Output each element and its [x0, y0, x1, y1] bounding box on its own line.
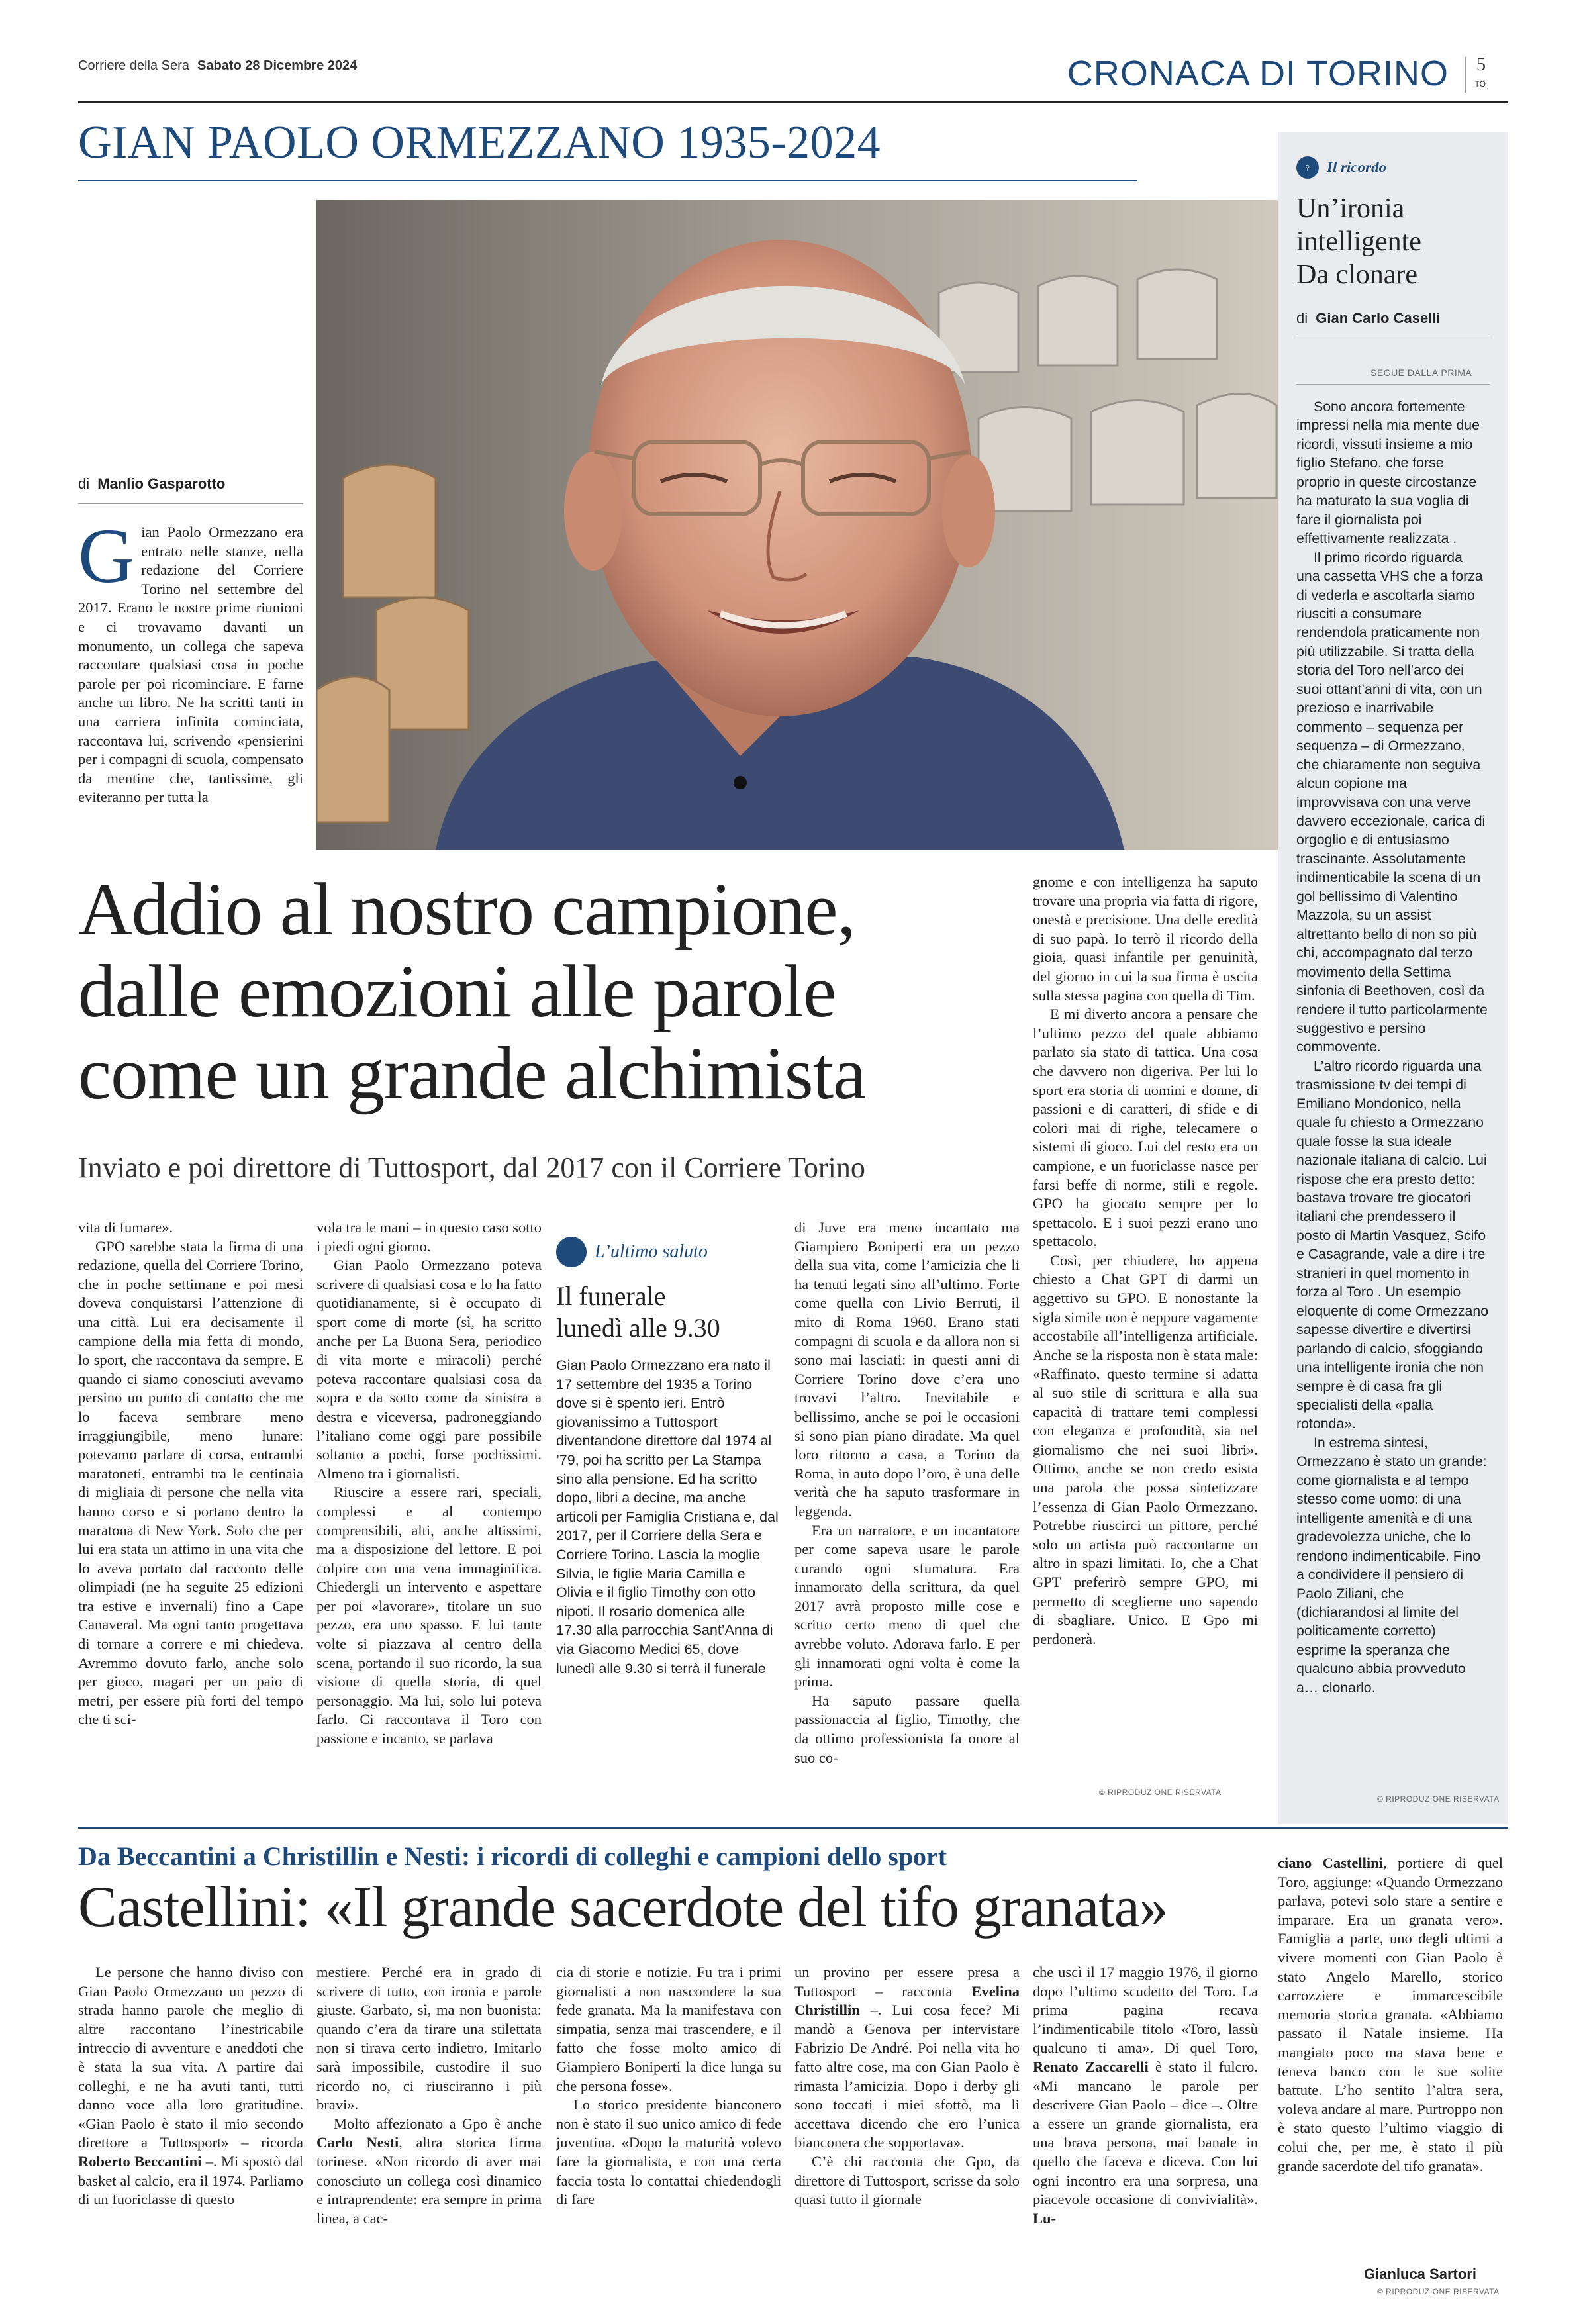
sidebar-segue: SEGUE DALLA PRIMA — [1370, 367, 1472, 378]
dropcap: G — [78, 523, 135, 599]
funeral-box — [556, 1237, 781, 1803]
headline-line-1: Addio al nostro campione, — [78, 868, 855, 951]
second-col-2: mestiere. Perché era in grado di scrivere di tutto, con ironia e parole giuste. Garbato, sì, ma non buonista: quando c’era da tirare una stilettata non si tirava certo indietro. Imitarlo sarà impossibile, custodire il suo ricordo no, ci riusciranno i più bravi». Molto affezionato a Gpo è anche Carlo Nesti, altra storica firma torinese. «Non ricordo di aver mai conosciuto un collega così dinamico e intraprendente: era sempre in prima linea, a cac- — [316, 1964, 542, 2227]
main-col-4 — [1033, 873, 1258, 1783]
funeral-label: L’ultimo saluto — [556, 1237, 781, 1267]
main-col-1 — [78, 1218, 303, 1804]
second-col-4: un provino per essere presa a Tuttosport – racconta Evelina Christillin –. Lui cosa fece? Mi mandò a Genova per intervistare Fabrizio De André. Poi nella vita ho fatto altre cose, ma con Gian Paolo è rimasta l’amicizia. Dopo i derby gli sono toccati i miei sfottò, ma li accettava dicendo che ero l’unica bianconera che sopportava». C’è chi racconta che Gpo, da direttore di Tuttosport, scrisse da solo quasi tutto il giornale — [794, 1964, 1020, 2208]
second-author: Gianluca Sartori — [1364, 2266, 1476, 2282]
main-col-2 — [316, 1218, 542, 1804]
sidebar-copyright: © RIPRODUZIONE RISERVATA — [1377, 1794, 1500, 1804]
name-beccantini: Roberto Beccantini — [78, 2153, 202, 2170]
second-top-rule — [78, 1827, 1508, 1829]
name-nesti: Carlo Nesti — [316, 2134, 399, 2151]
sidebar-text — [1296, 397, 1490, 1697]
sidebar-p4: In estrema sintesi, Ormezzano è stato un grande: come giornalista e al tempo stesso come uomo: di una intelligente amenità e di una gradevolezza uniche, che lo rendono indimenticabile. Fino a condividere il pensiero di Paolo Ziliani, che (dichiarandosi al limite del politicamente corretto) esprime la speranza che qualcuno abbia provveduto a… clonarlo. — [1296, 1434, 1487, 1696]
section-title: CRONACA DI TORINO — [1067, 54, 1449, 93]
col2-p1: vola tra le mani – in questo caso sotto i piedi ogni giorno. — [316, 1219, 542, 1255]
issue-date: Sabato 28 Dicembre 2024 — [197, 58, 358, 73]
page-number: 5 — [1476, 54, 1486, 75]
byline-author: Manlio Gasparotto — [97, 475, 226, 492]
sidebar-ricordo — [1278, 132, 1508, 1824]
main-headline — [78, 869, 1032, 1115]
second-kicker: Da Beccantini a Christillin e Nesti: i ricordi di colleghi e campioni dello sport — [78, 1841, 947, 1871]
byline-prefix: di — [78, 475, 90, 492]
name-zaccarelli: Renato Zaccarelli — [1033, 2058, 1149, 2075]
name-castellini: ciano Castellini — [1278, 1855, 1383, 1871]
kicker: GIAN PAOLO ORMEZZANO 1935-2024 — [78, 117, 881, 168]
col2-p3: Riuscire a essere rari, speciali, complessi e al contempo comprensibili, alti, anche altissimi, ma a disposizione del lettore. E poi colpire con una vena immaginifica. Chiedergli un intervento e aspettare per poi «lavorare», titolare un suo pezzo, era uno spasso. E lui tante volte si piazzava al centro della scena, portando il suo ricordo, la sua visione di quella storia, di quel personaggio. Ma lui, solo lui poteva farlo. Ci raccontava il Toro con passione e incanto, se parlava — [316, 1484, 542, 1747]
main-copyright: © RIPRODUZIONE RISERVATA — [1099, 1788, 1222, 1797]
sidebar-label: ♀ Il ricordo — [1296, 156, 1386, 179]
name-christillin: Evelina Christillin — [794, 1982, 1020, 2019]
second-headline: Castellini: «Il grande sacerdote del tifo granata» — [78, 1875, 1168, 1939]
subheadline: Inviato e poi direttore di Tuttosport, dal 2017 con il Corriere Torino — [78, 1151, 865, 1184]
sidebar-segue-rule — [1296, 384, 1490, 385]
col4-p3: Così, per chiudere, ho appena chiesto a Chat GPT di darmi un aggettivo su GPO. E nonostante la sigla simile non è neppure vagamente accostabile all’intelligenza artificiale. Anche se la risposta non è stata male: «Raffinato, questo termine si adatta al suo stile di scrittura e alla sua capacità di trattare temi complessi con eleganza e profondità, sia nel giornalismo che nei suoi libri». Ottimo, anche se non credo esista una parola che possa sintetizzare l’essenza di Gian Paolo Ormezzano. Potrebbe riuscirci un pittore, perché solo un artista può raccontarne un altro in spazi limitati. Io, che a Chat GPT preferirò sempre GPO, mi permetto di sceglierne uno sapendo di sbagliare. Unico. E Gpo mi perdonerà. — [1033, 1251, 1258, 1647]
main-byline — [78, 475, 225, 493]
sidebar-title: Un’ironia intelligente Da clonare — [1296, 193, 1421, 290]
col4-p2: E mi diverto ancora a pensare che l’ultimo pezzo del quale abbiamo parlato sia stato di tattica. Una cosa che davvero non digeriva. Per lui lo sport era storia di uomini e donne, di passioni e di caratteri, di sfide e di colori mai di righe, telecamere o sistemi di gioco. Lui del resto era un campione, e un fuoriclasse nasce per farsi beffe di norme, stili e regole. GPO ha giocato sempre per lo spettacolo. E i suoi pezzi erano uno spettacolo. — [1033, 1006, 1258, 1250]
second-col-1: Le persone che hanno diviso con Gian Paolo Ormezzano un pezzo di strada hanno parole che meglio di altre raccontano l’inestricabile intreccio di avventure e aneddoti che è stata la sua vita. A partire dai colleghi, e ne ha avuti tanti, tutti danno voce alla loro gratitudine. «Gian Paolo è stato il mio secondo direttore a Tuttosport» – ricorda Roberto Beccantini –. Mi spostò dal basket al calcio, era il 1974. Parliamo di un fuoriclasse di questo — [78, 1964, 303, 2208]
second-col-5: che uscì il 17 maggio 1976, il giorno dopo l’ultimo scudetto del Toro. La prima pagina recava l’indimenticabile titolo «Toro, lassù qualcuno ti ama». Di quel Toro, Renato Zaccarelli è stato il fulcro. «Mi mancano le parole per descrivere Gian Paolo – dice –. Oltre a essere un grande giornalista, era una brava persona, mai banale in quello che faceva e diceva. Con lui ogni incontro era una sorpresa, una piacevole occasione di convivialità». Lu- — [1033, 1964, 1258, 2227]
sidebar-byline: di Gian Carlo Caselli — [1296, 310, 1441, 326]
second-col-3: cia di storie e notizie. Fu tra i primi giornalisti a non nascondere la sua fede granata. Ma la manifestava con simpatia, senza mai trascendere, e il fatto che fosse molto amico di Giampiero Boniperti la dice lunga su che persona fosse». Lo storico presidente bianconero non è stato il suo unico amico di fede juventina. «Dopo la maturità volevo fare la giornalista, e con una certa faccia tosta lo contattai chiedendogli di fare — [556, 1964, 781, 2208]
masthead — [78, 53, 1508, 99]
col3-p2: Era un narratore, e un incantatore per come sapeva usare le parole curando ogni sfumatura. Era innamorato della scrittura, da quel 2017 avrà proposto mille cose e scritto certo meno di quel che avrebbe voluto. Adorava farlo. E per gli innamorati ogni volta è come la prima. — [794, 1522, 1020, 1690]
lead-text: ian Paolo Ormezzano era entrato nelle stanze, nella redazione del Corriere Torino nel settembre del 2017. Erano le nostre prime riunioni e ci trovavamo davanti un monumento, un collega che sapeva raccontare qualsiasi cosa in poche parole per poi ricominciare. E farne anche un libro. Ne ha scritti tanti in una carriera infinita cominciata, raccontava lui, scrivendo «pensierini per i compagni di scuola, compensato da mentine che, tantissime, gli eviteranno per tutta la — [78, 524, 303, 806]
col4-p1: gnome e con intelligenza ha saputo trovare una propria via fatta di rigore, onestà e precisione. Una delle eredità di suo papà. Io terrò il ricordo della gioia, quasi infantile per genuinità, del giorno in cui la sua firma è uscita sulla stessa pagina con quella di Tim. — [1033, 873, 1258, 1004]
lead-text-column — [78, 523, 303, 857]
circle-icon — [556, 1237, 587, 1267]
badge-icon: ♀ — [1296, 156, 1319, 179]
page-code: TO — [1474, 79, 1486, 89]
col3-p3: Ha saputo passare quella passionaccia al figlio, Timothy, che da ottimo professionista fa onore al suo co- — [794, 1692, 1020, 1766]
second-col-6: ciano Castellini, portiere di quel Toro, aggiunge: «Quando Ormezzano parlava, potevi solo stare a sentire e imparare. Era un granata vero». Famiglia a parte, uno degli ultimi a vivere momenti con Gian Paolo è stato Angelo Marello, storico carrozziere e immarcescibile memoria storica granata. «Abbiamo passato il Natale insieme. Ha mangiato poco ma stava bene e teneva banco con le sue solite battute. L’ho sentito l’altra sera, voleva andare al mare. Purtroppo non è stato questo l’ultimo viaggio di colui che, per me, è stato il più grande sacerdote del tifo granata». — [1278, 1855, 1503, 2174]
portrait-photo — [316, 200, 1280, 850]
masthead-divider — [1465, 57, 1466, 93]
col2-p2: Gian Paolo Ormezzano poteva scrivere di qualsiasi cosa e lo ha fatto quotidianamente, si è occupato di sport come di morte (sì, ha scritto anche per La Buona Sera, periodico di vita morte e miracoli) perché poteva raccontare qualsiasi cosa da sopra e da sotto come da sinistra a destra e viceversa, padroneggiando l’italiano come oggi pare possibile soltanto a pochi, forse pochissimi. Almeno tra i giornalisti. — [316, 1257, 542, 1482]
sidebar-p2: Il primo ricordo riguarda una cassetta VHS che a forza di vederla e ascoltarla siamo riusciti a consumare rendendola praticamente non più utilizzabile. Si tratta della storia del Toro nell’arco dei suoi ottant’anni di vita, con un prezioso e inarrivabile commento – sequenza per sequenza – di Ormezzano, che chiaramente non seguiva alcun copione ma improvvisava con una verve davvero eccezionale, carica di orgoglio e di entusiasmo trascinante. Assolutamente indimenticabile la scena di un gol bellissimo di Valentino Mazzola, su un assist altrettanto bello di non so più chi, accompagnato dal terzo movimento della Settima sinfonia di Beethoven, così da rendere il tutto particolarmente suggestivo e persino commovente. — [1296, 549, 1488, 1055]
funeral-text: Gian Paolo Ormezzano era nato il 17 settembre del 1935 a Torino dove si è spento ieri. Entrò giovanissimo a Tuttosport diventandone direttore dal 1974 al ’79, poi ha scritto per La Stampa sino alla pensione. Ed ha scritto dopo, libri a decine, ma anche articoli per Famiglia Cristiana e, dal 2017, per il Corriere della Sera e Corriere Torino. Lascia la moglie Silvia, le figlie Maria Camilla e Olivia e il figlio Timothy con otto nipoti. Il rosario domenica alle 17.30 alla parrocchia Sant’Anna di via Giacomo Medici 65, dove lunedì alle 9.30 si terrà il funerale — [556, 1357, 779, 1676]
sidebar-p1: Sono ancora fortemente impressi nella mia mente due ricordi, vissuti insieme a mio figlio Stefano, che forse proprio in queste circostanze ha maturato la sua voglia di fare il giornalista poi effettivamente realizzata . — [1296, 399, 1480, 547]
byline-rule — [78, 503, 303, 504]
sidebar-p3: L’altro ricordo riguarda una trasmissione tv dei tempi di Emiliano Mondonico, nella quale fu chiesto a Ormezzano quale fosse la sua ideale nazionale italiana di calcio. Lui rispose che era presto detto: bastava trovare tre giocatori italiani che prendessero il posto di Martin Vasquez, Scifo e Casagrande, vale a dire i tre stranieri in quel momento in forza al Toro . Un esempio eloquente di come Ormezzano sapesse divertire e divertirsi parlando di calcio, sfoggiando una intelligente ironia che non sempre è di casa fra gli specialisti della «palla rotonda». — [1296, 1057, 1489, 1432]
headline-line-2: dalle emozioni alle parole — [78, 950, 836, 1033]
headline-line-3: come un grande alchimista — [78, 1032, 866, 1115]
kicker-rule — [78, 180, 1137, 181]
funeral-title: Il funerale lunedì alle 9.30 — [556, 1281, 720, 1343]
masthead-rule — [78, 101, 1508, 103]
second-copyright: © RIPRODUZIONE RISERVATA — [1377, 2287, 1500, 2296]
paper-name: Corriere della Sera — [78, 58, 189, 73]
col1-p1: vita di fumare». — [78, 1219, 173, 1235]
col1-p2: GPO sarebbe stata la firma di una redazione, quella del Corriere Torino, che in poche settimane e poi mesi doveva conquistarsi l’attenzione di una città. Lui era decisamente il campione della mia fetta di mondo, lo sport, che raccontava da sempre. E quando ci siamo conosciuti avevamo persino un punto di contatto che me lo faceva sembrare meno irraggiungibile, meno lunare: potevamo parlare di corsa, entrambi maratoneti, entrambi tra le centinaia di migliaia di persone che nella vita hanno corso e si portano dentro la maratona di New York. Solo che per lui era stata un attimo in una vita che lo aveva portato dal racconto delle olimpiadi (ne ha seguite 25 edizioni tra estive e invernali) fino a Cape Canaveral. Ma ogni tanto progettava di tornare a correre e mi chiedeva. Avremmo dovuto farlo, anche solo per gioco, magari per un paio di metri, per essere più forti del tempo che ti sci- — [78, 1237, 303, 1728]
main-col-3 — [794, 1218, 1020, 1804]
col3-p1: di Juve era meno incantato ma Giampiero Boniperti era un pezzo della sua vita, come l’amicizia che li ha tenuti legati sino all’ultimo. Forte come quella con Livio Berruti, il mito di Roma 1960. Erano stati compagni di scuola e da allora non si sono mai lasciati: in questi anni di Corriere Torino dove c’era uno trovavi l’altro. Inevitabile e bellissimo, anche se poi le occasioni si sono pian piano diradate. Ma quel loro ritorno a casa, a Torino da Roma, in auto dopo l’oro, è una delle verità che ha saputo trasformare in leggenda. — [794, 1219, 1020, 1520]
